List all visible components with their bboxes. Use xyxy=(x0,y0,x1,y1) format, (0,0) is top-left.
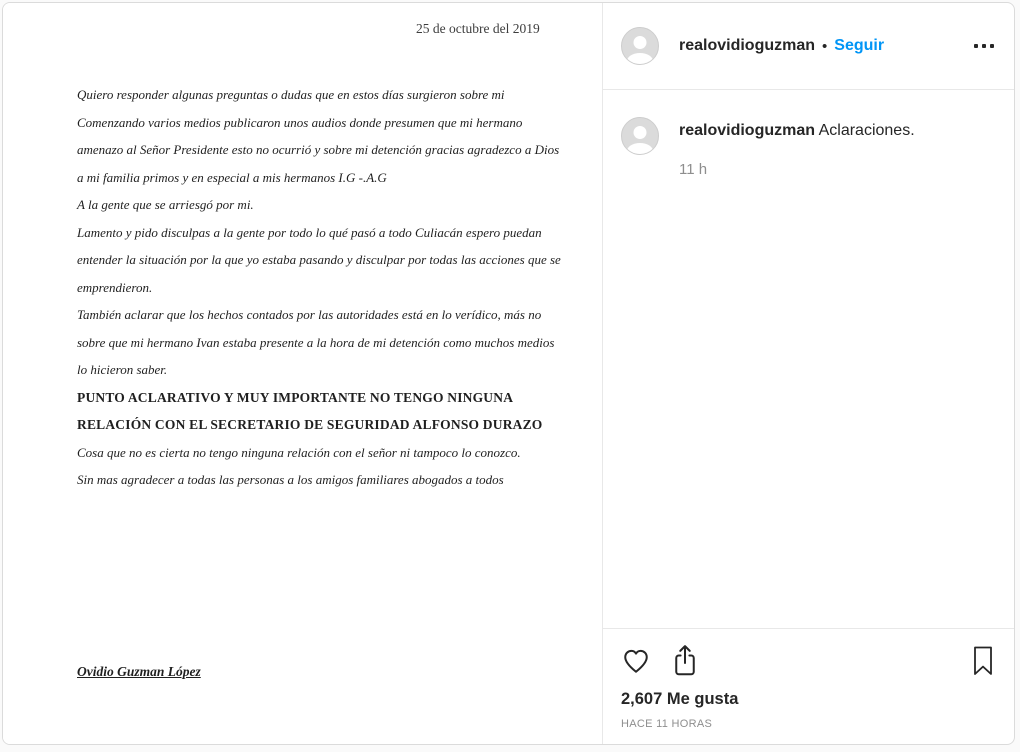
caption-timestamp: 11 h xyxy=(679,161,708,178)
letter-line: También aclarar que los hechos contados por las autoridades está en lo verídico, más no xyxy=(77,307,542,322)
post-panel xyxy=(603,3,1014,744)
letter-heading-line: RELACIÓN CON EL SECRETARIO DE SEGURIDAD ALFONSO DURAZO xyxy=(77,417,543,432)
letter-line: sobre que mi hermano Ivan estaba presente a la hora de mi detención como muchos medios xyxy=(77,334,555,350)
post-footer xyxy=(603,628,1014,744)
letter-line: Sin mas agradecer a todas las personas a los amigos familiares abogados a todos xyxy=(77,472,504,487)
letter-line: A la gente que se arriesgó por mi. xyxy=(77,197,254,212)
letter-line: lo hicieron saber. xyxy=(77,362,168,377)
caption xyxy=(679,117,915,178)
letter-line: emprendieron. xyxy=(77,279,153,295)
username-link[interactable]: realovidioguzman xyxy=(679,37,816,54)
separator-dot: • xyxy=(822,37,828,55)
letter-heading-line: PUNTO ACLARATIVO Y MUY IMPORTANTE NO TENGO NINGUNA xyxy=(77,389,514,405)
profile-avatar[interactable] xyxy=(621,27,659,65)
letter-date: 25 de octubre del 2019 xyxy=(416,21,540,36)
more-options-icon[interactable] xyxy=(972,38,996,54)
letter-line: amenazo al Señor Presidente esto no ocurrió y sobre mi detención gracias agradezco a Dios xyxy=(77,142,560,157)
letter-line: entender la situación por la que yo estaba pasando y disculpar por todas las acciones que se xyxy=(77,252,561,267)
comments-section xyxy=(603,90,1014,628)
letter-line: Comenzando varios medios publicaron unos audios donde presumen que mi hermano xyxy=(77,114,523,130)
caption-username-link[interactable]: realovidioguzman xyxy=(679,122,816,139)
post-header xyxy=(603,3,1014,90)
heart-icon[interactable] xyxy=(621,646,651,676)
letter-line: Lamento y pido disculpas a la gente por todo lo qué pasó a todo Culiacán espero puedan xyxy=(77,224,542,240)
letter-line: a mi familia primos y en especial a mis hermanos I.G -.A.G xyxy=(77,169,387,185)
follow-button[interactable]: Seguir xyxy=(834,37,885,54)
share-icon[interactable] xyxy=(670,643,700,678)
post-time: HACE 11 HORAS xyxy=(621,718,713,730)
letter-body xyxy=(77,81,561,494)
action-bar xyxy=(621,643,996,678)
post-image xyxy=(3,3,603,744)
letter-line: Quiero responder algunas preguntas o dudas que en estos días surgieron sobre mi xyxy=(77,87,505,102)
letter-line: Cosa que no es cierta no tengo ninguna relación con el señor ni tampoco lo conozco. xyxy=(77,444,521,460)
letter-signature: Ovidio Guzman López xyxy=(77,664,201,679)
post-modal xyxy=(2,2,1015,745)
caption-avatar[interactable] xyxy=(621,117,659,155)
caption-text-line xyxy=(679,120,915,142)
likes-count[interactable]: 2,607 Me gusta xyxy=(621,690,739,708)
caption-text: Aclaraciones. xyxy=(815,122,915,139)
bookmark-icon[interactable] xyxy=(970,645,996,677)
